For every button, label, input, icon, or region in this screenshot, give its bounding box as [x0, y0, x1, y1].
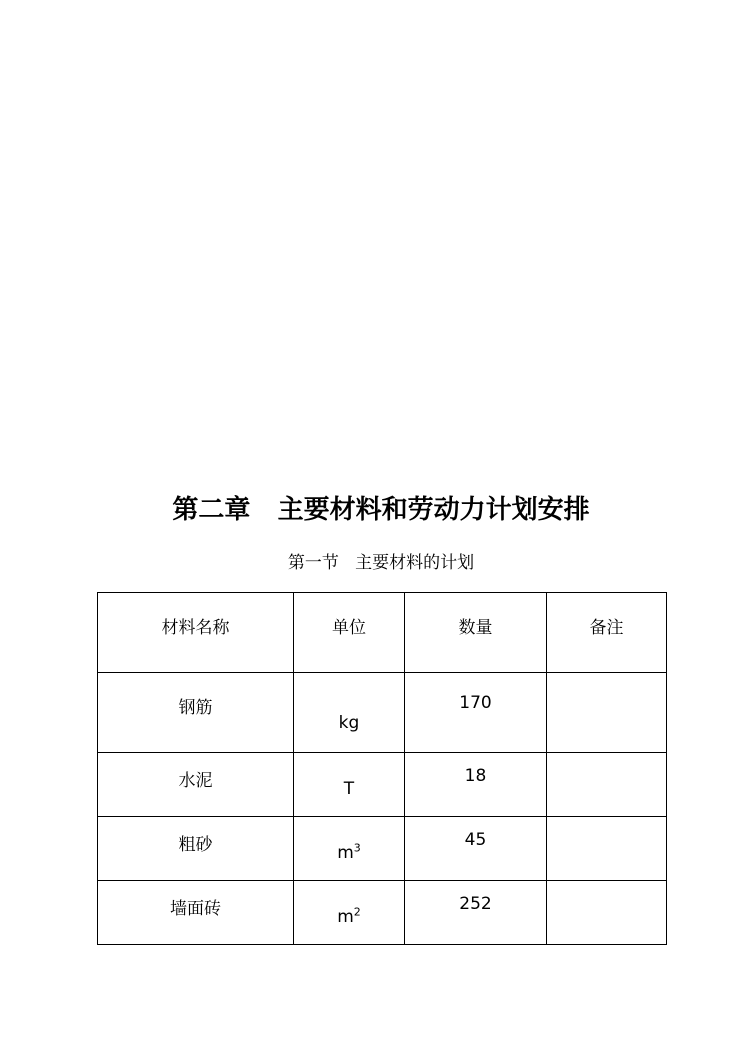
cell-unit — [294, 753, 405, 817]
cell-quantity — [405, 881, 547, 945]
quantity-value: 170 — [459, 693, 492, 713]
unit-value — [344, 766, 354, 799]
materials-table — [97, 592, 667, 945]
header-cell-material-name — [98, 593, 294, 673]
material-name: 墙面砖 — [170, 899, 221, 919]
cell-note — [547, 817, 667, 881]
cell-note — [547, 753, 667, 817]
header-label: 材料名称 — [161, 618, 230, 638]
table-header-row — [98, 593, 667, 673]
material-name: 钢筋 — [178, 698, 213, 718]
unit-exponent: 3 — [353, 841, 361, 855]
quantity-value: 45 — [464, 830, 487, 850]
table-row — [98, 817, 667, 881]
unit-value — [337, 894, 361, 927]
unit-base: T — [343, 779, 355, 799]
unit-base: m — [337, 843, 354, 863]
cell-unit — [294, 881, 405, 945]
header-cell-note — [547, 593, 667, 673]
cell-material-name — [98, 753, 294, 817]
quantity-value: 252 — [459, 894, 492, 914]
chapter-title: 第二章 主要材料和劳动力计划安排 — [172, 495, 590, 525]
material-name: 粗砂 — [178, 835, 213, 855]
header-cell-quantity — [405, 593, 547, 673]
cell-material-name — [98, 673, 294, 753]
cell-quantity — [405, 817, 547, 881]
cell-unit — [294, 817, 405, 881]
material-name: 水泥 — [178, 771, 213, 791]
cell-note — [547, 881, 667, 945]
cell-material-name — [98, 817, 294, 881]
quantity-value: 18 — [464, 766, 487, 786]
cell-unit — [294, 673, 405, 753]
unit-value — [339, 693, 360, 733]
header-cell-unit — [294, 593, 405, 673]
unit-value — [337, 830, 361, 863]
cell-quantity — [405, 753, 547, 817]
table-row — [98, 881, 667, 945]
unit-base: m — [337, 907, 354, 927]
table-row — [98, 753, 667, 817]
section-title: 第一节 主要材料的计划 — [287, 553, 475, 573]
unit-exponent: 2 — [353, 905, 361, 919]
header-label: 备注 — [589, 618, 624, 638]
header-label: 数量 — [458, 618, 493, 638]
cell-quantity — [405, 673, 547, 753]
cell-material-name — [98, 881, 294, 945]
header-label: 单位 — [332, 618, 366, 638]
cell-note — [547, 673, 667, 753]
table-row — [98, 673, 667, 753]
unit-base: kg — [338, 713, 360, 733]
